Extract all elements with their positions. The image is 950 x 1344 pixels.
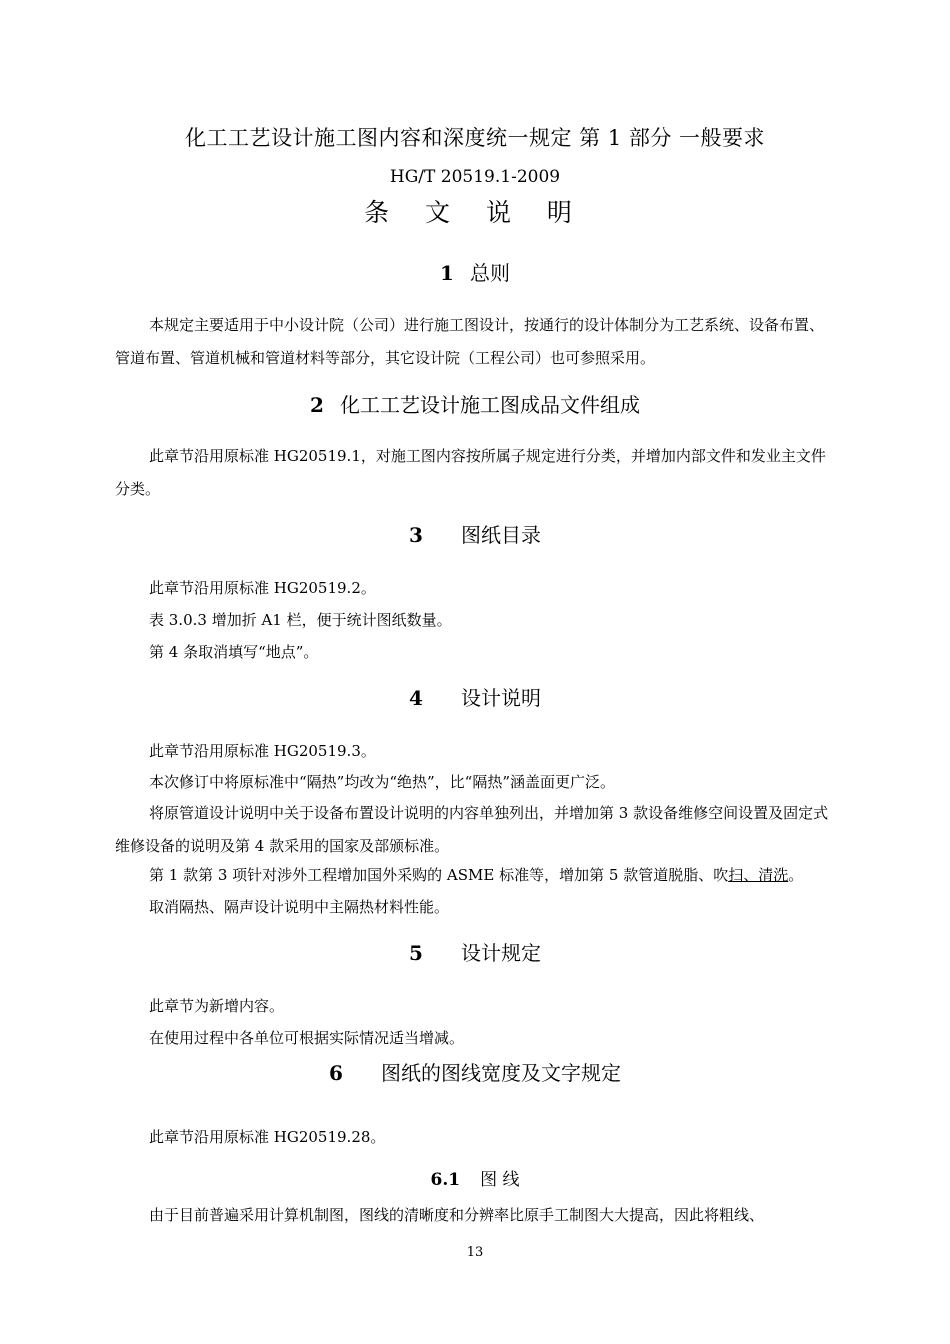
- section-5-line-1: 此章节为新增内容。: [149, 997, 285, 1015]
- subsection-6-1-heading: [0, 1165, 950, 1190]
- section-4-line-1: 此章节沿用原标准 HG20519.3。: [149, 742, 376, 760]
- section-4-number: 4: [409, 686, 423, 710]
- section-4-paragraph: 将原管道设计说明中关于设备布置设计说明的内容单独列出，并增加第 3 款设备维修空间设置及固定式维修设备的说明及第 4 款采用的国家及部颁标准。: [115, 804, 829, 855]
- section-4-line-4: 第 1 款第 3 项针对涉外工程增加国外采购的 ASME 标准等，增加第 5 款管道脱脂、吹扫、清洗。: [149, 866, 804, 884]
- section-6-title: 图纸的图线宽度及文字规定: [380, 1061, 621, 1085]
- section-4-line-5: 取消隔热、隔声设计说明中主隔热材料性能。: [149, 898, 450, 916]
- section-6-heading: [0, 1057, 950, 1086]
- section-3-heading: [0, 519, 950, 548]
- section-1-heading: [0, 257, 950, 286]
- section-2-number: 2: [310, 393, 324, 417]
- section-3-line-3: 第 4 条取消填写“地点”。: [149, 643, 319, 661]
- section-5-number: 5: [409, 941, 423, 965]
- subsection-6-1-number: 6.1: [430, 1170, 461, 1190]
- section-5-title: 设计规定: [460, 941, 541, 965]
- section-2-title: 化工工艺设计施工图成品文件组成: [339, 393, 640, 417]
- subsection-6-1-line: 由于目前普遍采用计算机制图，图线的清晰度和分辨率比原手工制图大大提高，因此将粗线、: [149, 1206, 765, 1224]
- section-6-number: 6: [329, 1061, 343, 1085]
- section-3-line-2: 表 3.0.3 增加折 A1 栏，便于统计图纸数量。: [149, 611, 452, 629]
- section-3-line-1: 此章节沿用原标准 HG20519.2。: [149, 579, 376, 597]
- section-4-title: 设计说明: [460, 686, 541, 710]
- section-2-heading: [0, 389, 950, 418]
- section-5-heading: [0, 937, 950, 966]
- underlined-text: 扫、清洗: [728, 866, 789, 884]
- standard-number: HG/T 20519.1-2009: [389, 167, 561, 187]
- section-1-title: 总则: [469, 261, 510, 285]
- section-3-title: 图纸目录: [460, 523, 541, 547]
- subsection-6-1-title: 图 线: [480, 1170, 520, 1190]
- document-subtitle: 条 文 说 明: [364, 198, 586, 227]
- page-number: 13: [466, 1245, 484, 1260]
- section-1-number: 1: [440, 261, 454, 285]
- section-5-line-2: 在使用过程中各单位可根据实际情况适当增减。: [149, 1029, 465, 1047]
- section-4-line-2: 本次修订中将原标准中“隔热”均改为“绝热”，比“隔热”涵盖面更广泛。: [149, 773, 616, 791]
- section-2-paragraph: 此章节沿用原标准 HG20519.1，对施工图内容按所属子规定进行分类，并增加内部文件和发业主文件分类。: [115, 447, 826, 498]
- section-6-line-1: 此章节沿用原标准 HG20519.28。: [149, 1128, 386, 1146]
- section-1-paragraph: 本规定主要适用于中小设计院（公司）进行施工图设计，按通行的设计体制分为工艺系统、设备布置、管道布置、管道机械和管道材料等部分，其它设计院（工程公司）也可参照采用。: [115, 316, 825, 367]
- section-3-number: 3: [409, 523, 423, 547]
- section-4-heading: [0, 682, 950, 711]
- document-title: 化工工艺设计施工图内容和深度统一规定 第 1 部分 一般要求: [184, 126, 766, 150]
